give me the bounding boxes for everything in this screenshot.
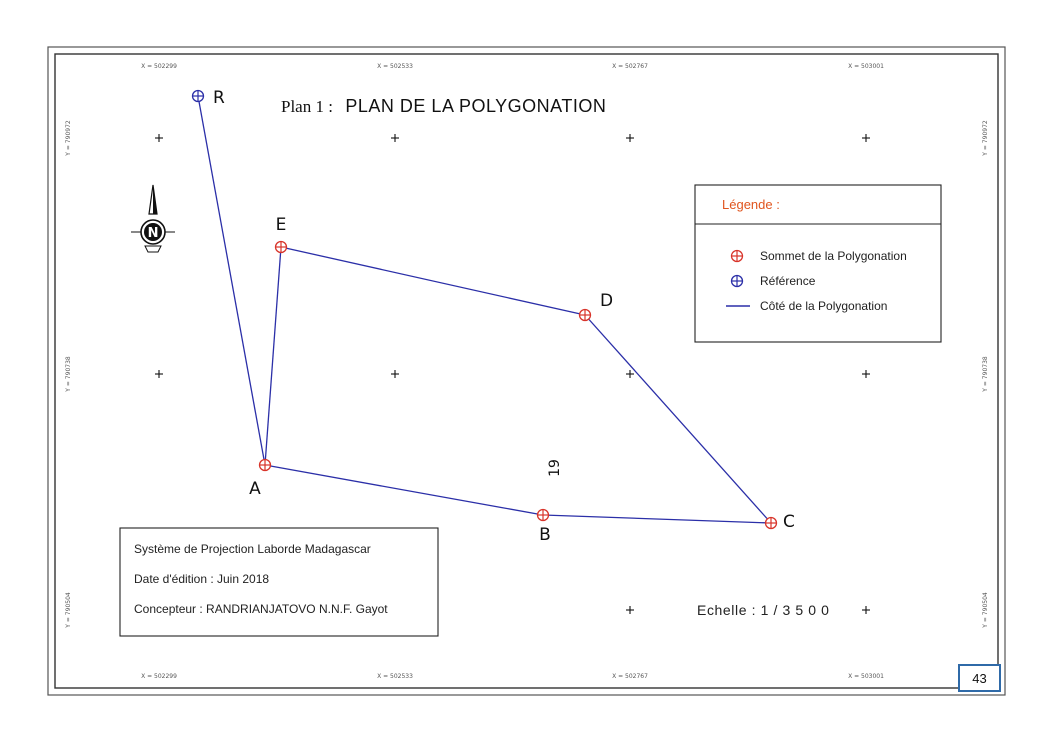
legend [695,185,941,342]
grid-y-labels-right [982,120,989,629]
grid-cross [862,370,870,378]
polygon-side-bc [543,515,771,523]
grid-y-label: Y = 790738 [65,356,72,392]
polygon-side-ab [265,465,543,515]
polygon-side-ar [198,96,265,465]
vertex-a [249,460,270,500]
polygon-sides [198,96,771,523]
projection-text: Système de Projection Laborde Madagascar [134,542,371,556]
map-title-lead: Plan 1 : [281,97,333,116]
grid-x-labels-top [141,63,884,70]
grid-cross [626,606,634,614]
blue-circled-cross-icon [193,91,204,102]
grid-x-label: X = 503001 [848,673,884,680]
vertex-label: A [249,479,261,499]
grid-y-label: Y = 790972 [982,120,989,156]
blue-circled-cross-icon [732,276,743,287]
vertex-label: D [600,291,614,311]
grid-y-label: Y = 790738 [982,356,989,392]
legend-item-label: Côté de la Polygonation [760,299,888,313]
vertex-e [276,215,287,253]
vertex-label: E [275,215,287,235]
vertex-d [580,291,614,321]
red-circled-cross-icon [732,251,743,262]
grid-cross [391,370,399,378]
grid-cross [155,134,163,142]
red-circled-cross-icon [538,510,549,521]
grid-x-label: X = 502299 [141,63,177,70]
red-circled-cross-icon [580,310,591,321]
grid-cross [391,134,399,142]
scale-text: Echelle : 1 / 3 5 0 0 [697,602,830,618]
legend-item-label: Sommet de la Polygonation [760,249,907,263]
grid-y-label: Y = 790972 [65,120,72,156]
grid-x-label: X = 502533 [377,63,413,70]
grid-cross [155,370,163,378]
vertex-r [193,88,226,108]
grid-x-label: X = 502533 [377,673,413,680]
red-circled-cross-icon [766,518,777,529]
north-arrow-icon [131,185,175,252]
grid-cross [862,134,870,142]
north-letter: N [147,226,159,241]
info-box [120,528,438,636]
grid-x-label: X = 503001 [848,63,884,70]
grid-y-label: Y = 790504 [982,592,989,628]
grid-x-label: X = 502299 [141,673,177,680]
parcel-number: 19 [547,459,563,477]
grid-cross [626,370,634,378]
edition-date-text: Date d'édition : Juin 2018 [134,572,270,586]
vertex-label: C [783,512,795,532]
page-number-badge [959,665,1000,691]
grid-x-labels-bottom [141,673,884,680]
vertex-label: B [539,525,551,545]
grid-x-label: X = 502767 [612,673,648,680]
page-number: 43 [972,671,987,686]
polygon-side-ea [265,247,281,465]
vertex-c [766,512,795,532]
grid-y-labels-left [65,120,72,629]
vertex-label: R [213,88,225,108]
grid-cross [626,134,634,142]
polygon-side-cd [585,315,771,523]
polygon-side-de [281,247,585,315]
legend-title: Légende : [722,197,780,212]
map-title [281,96,606,116]
grid-y-label: Y = 790504 [65,592,72,628]
legend-item-label: Référence [760,274,816,288]
red-circled-cross-icon [260,460,271,471]
author-text: Concepteur : RANDRIANJATOVO N.N.F. Gayot [134,602,388,616]
grid-cross [862,606,870,614]
grid-x-label: X = 502767 [612,63,648,70]
map-title-main: PLAN DE LA POLYGONATION [345,96,607,116]
vertex-b [538,510,551,546]
red-circled-cross-icon [276,242,287,253]
